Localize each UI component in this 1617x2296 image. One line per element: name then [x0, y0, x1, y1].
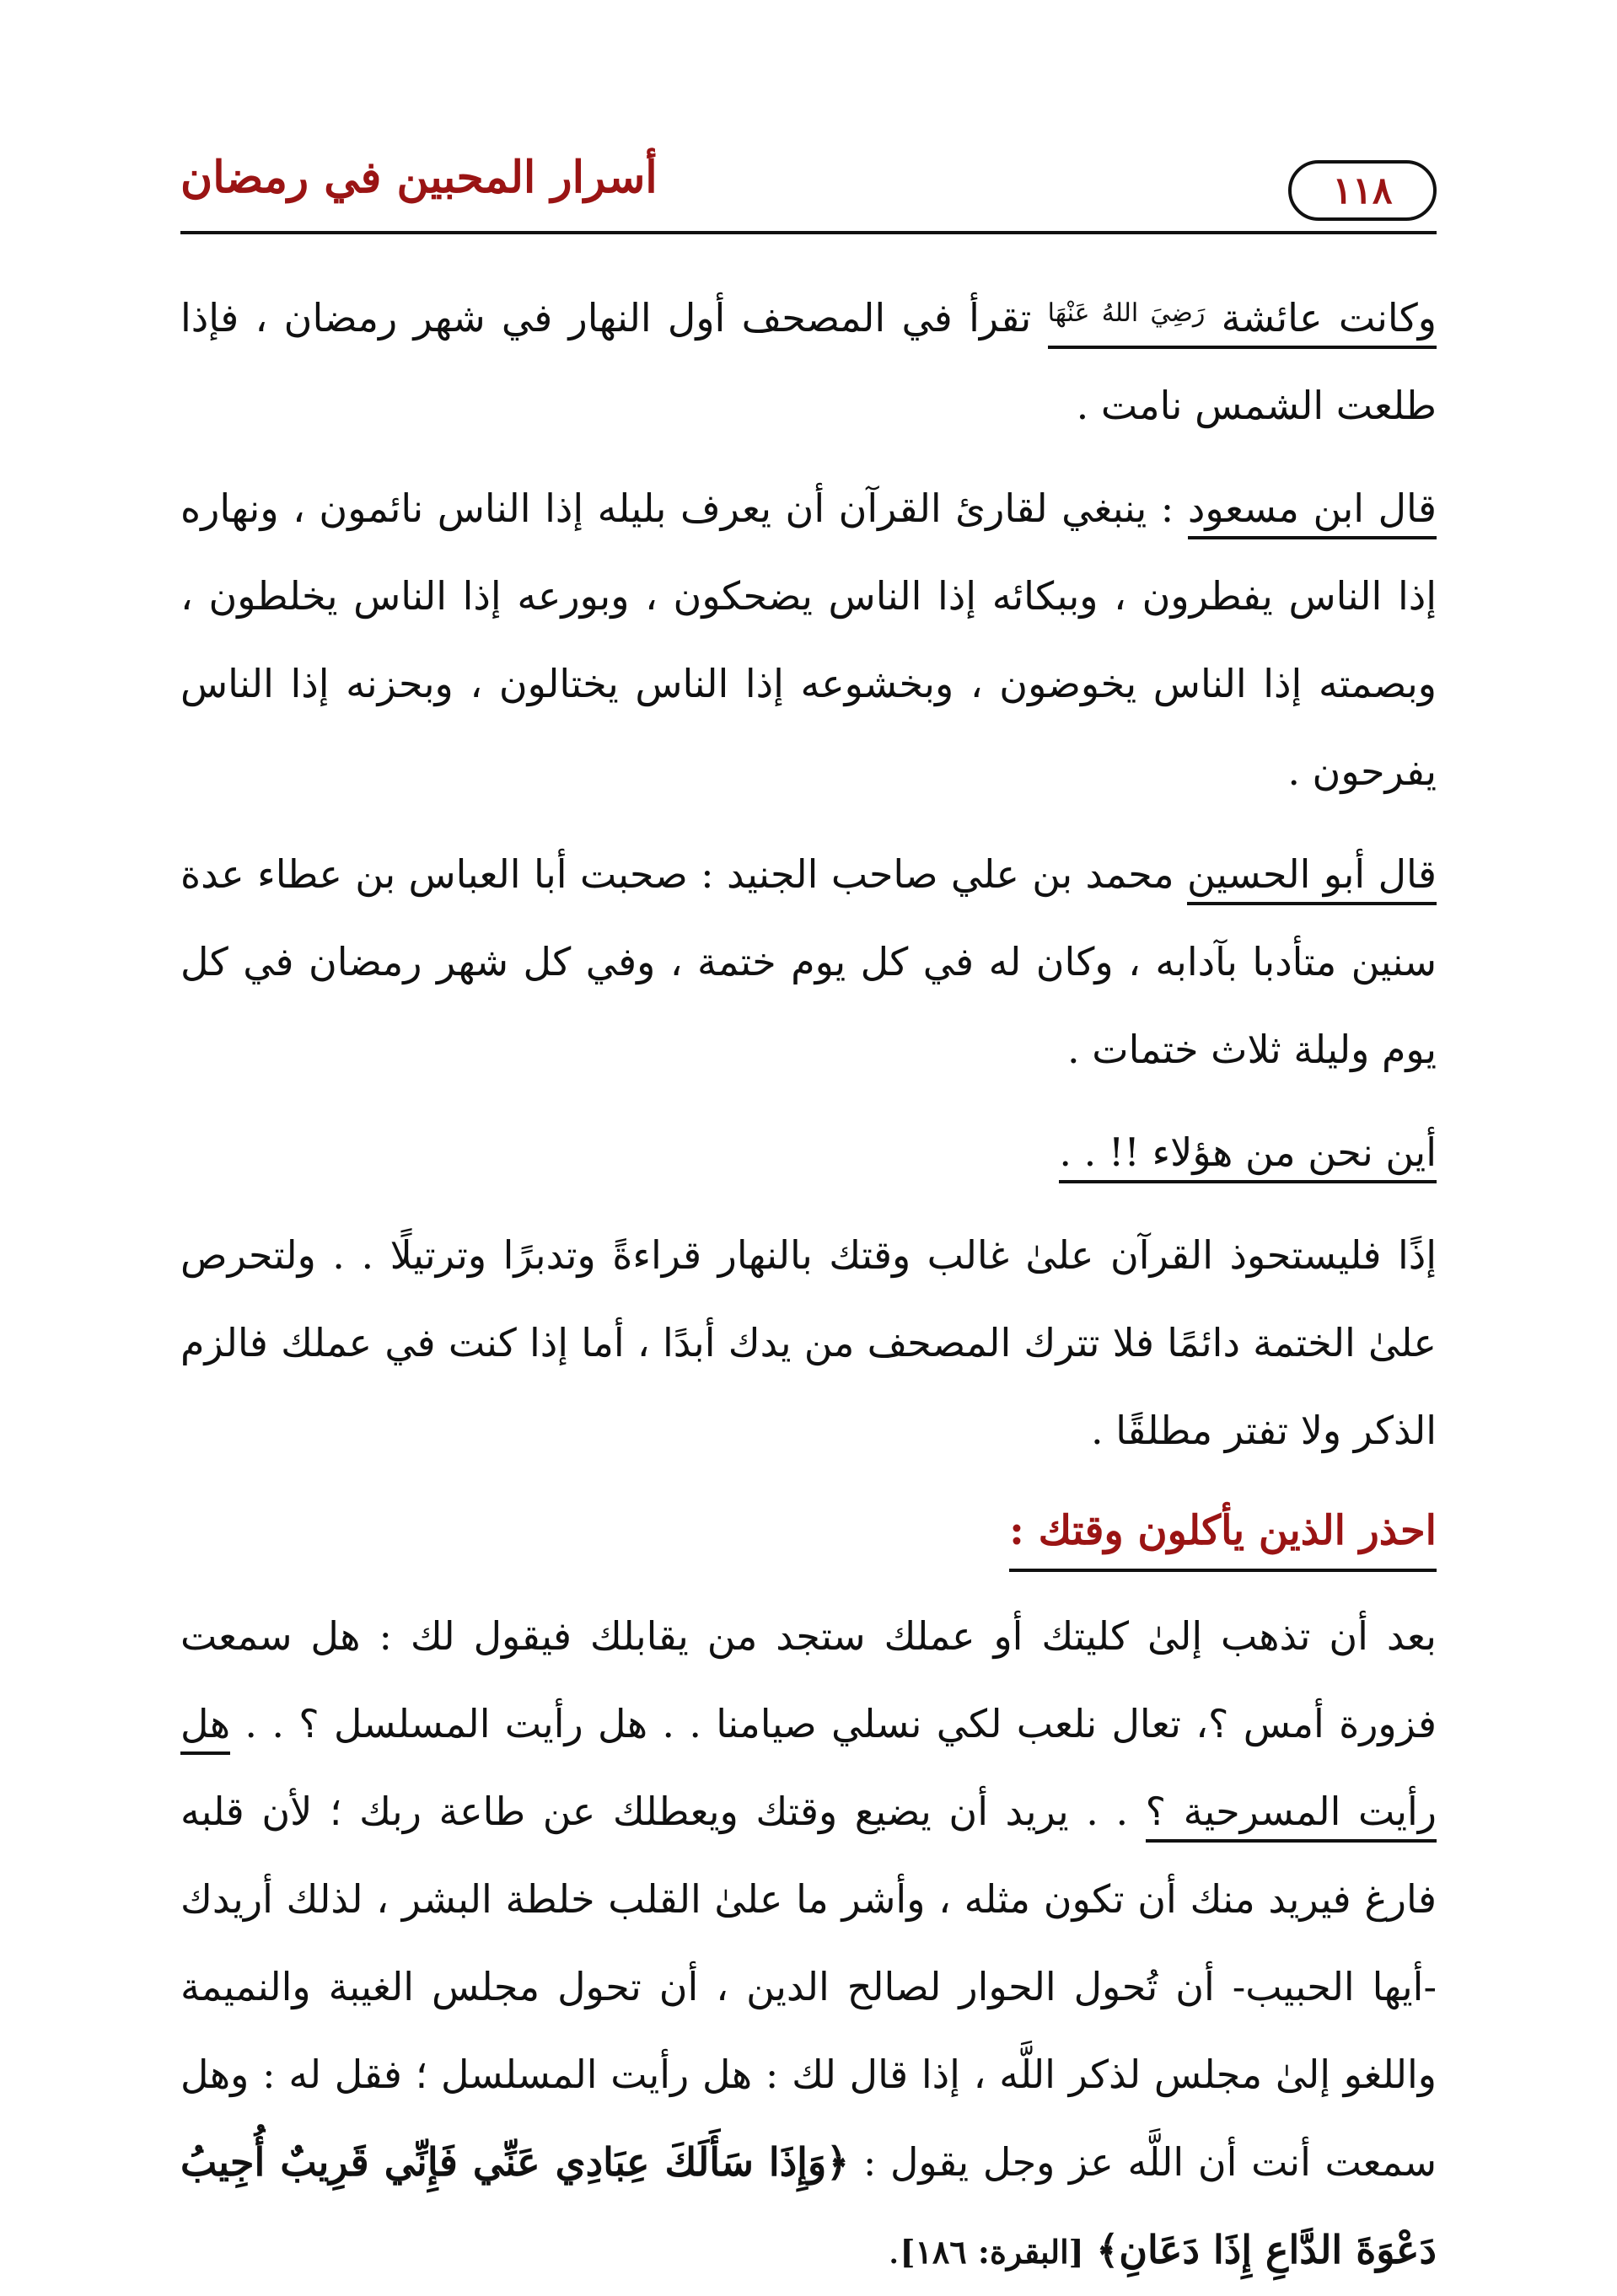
paragraph-lead: قال ابن مسعود — [1188, 485, 1437, 539]
section-heading: احذر الذين يأكلون وقتك : — [1009, 1493, 1437, 1572]
book-title: أسرار المحبين في رمضان — [180, 152, 658, 203]
paragraph-text: إذًا فليستحوذ القرآن علىٰ غالب وقتك بالنهار قراءةً وتدبرًا وترتيلًا . . ولتحرص علىٰ الختمة دائمًا فلا تترك المصحف من يدك أبدًا ، أما إذا كنت في عملك فالزم الذكر ولا تفتر مطلقًا . — [180, 1232, 1437, 1453]
paragraph-aisha — [180, 270, 1437, 449]
paragraph-abu-al-husayn — [180, 830, 1437, 1093]
page-body — [180, 270, 1437, 2296]
question-text: أين نحن من هؤلاء !! . . — [1059, 1129, 1437, 1183]
paragraph-quran-time — [180, 1211, 1437, 1474]
page-number-badge: ١١٨ — [1288, 160, 1437, 221]
paragraph-end: . — [887, 2227, 900, 2272]
paragraph-time-wasters — [180, 1592, 1437, 2296]
paragraph-text: تقرأ في المصحف أول النهار في شهر رمضان ، فإذا طلعت الشمس نامت . — [180, 295, 1437, 428]
paragraph-ibn-masud — [180, 464, 1437, 815]
lead-text: وكانت عائشة — [1221, 295, 1437, 341]
paragraph-lead — [1048, 295, 1437, 349]
paragraph-text: : ينبغي لقارئ القرآن أن يعرف بليله إذا الناس نائمون ، ونهاره إذا الناس يفطرون ، وببكائه إذا الناس يضحكون ، وبورعه إذا الناس يخلطون ، وبصمته إذا الناس يخوضون ، وبخشوعه إذا الناس يختالون ، وبحزنه إذا الناس يفرحون . — [180, 485, 1437, 794]
underlined-phrase: هل رأيت المسرحية ؟ — [180, 1701, 1437, 1843]
paragraph-text: محمد بن علي صاحب الجنيد : صحبت أبا العباس بن عطاء عدة سنين متأدبا بآدابه ، وكان له في كل يوم ختمة ، وفي كل شهر رمضان في كل يوم وليلة ثلاث ختمات . — [180, 851, 1437, 1072]
header-divider — [180, 231, 1437, 234]
quran-verse: ﴿وَإِذَا سَأَلَكَ عِبَادِي عَنِّي فَإِنِّي قَرِيبٌ أُجِيبُ دَعْوَةَ الدَّاعِ إِذَا دَعَانِ﴾ — [180, 2139, 1437, 2272]
verse-reference: [البقرة: ١٨٦] — [900, 2233, 1084, 2271]
honorific-glyph: رَضِيَ اللهُ عَنْهَا — [1047, 298, 1206, 328]
paragraph-text: بعد أن تذهب إلىٰ كليتك أو عملك ستجد من يقابلك فيقول لك : هل سمعت فزورة أمس ؟، تعال نلعب لكي نسلي صيامنا . . هل رأيت المسلسل ؟ . . — [180, 1613, 1437, 1746]
paragraph-question — [180, 1108, 1437, 1196]
page-header — [180, 126, 1437, 236]
paragraph-lead: قال أبو الحسين — [1187, 851, 1437, 905]
paragraph-text: . . يريد أن يضيع وقتك ويعطلك عن طاعة ربك ؛ لأن قلبه فارغ فيريد منك أن تكون مثله ، وأشر ما علىٰ القلب خلطة البشر ، لذلك أريدك -أيها الحبيب- أن تُحول الحوار لصالح الدين ، أن تحول مجلس الغيبة والنميمة واللغو إلىٰ مجلس لذكر اللَّه ، إذا قال لك : هل رأيت المسلسل ؛ فقل له : وهل سمعت أنت أن اللَّه عز وجل يقول : — [180, 1789, 1437, 2185]
